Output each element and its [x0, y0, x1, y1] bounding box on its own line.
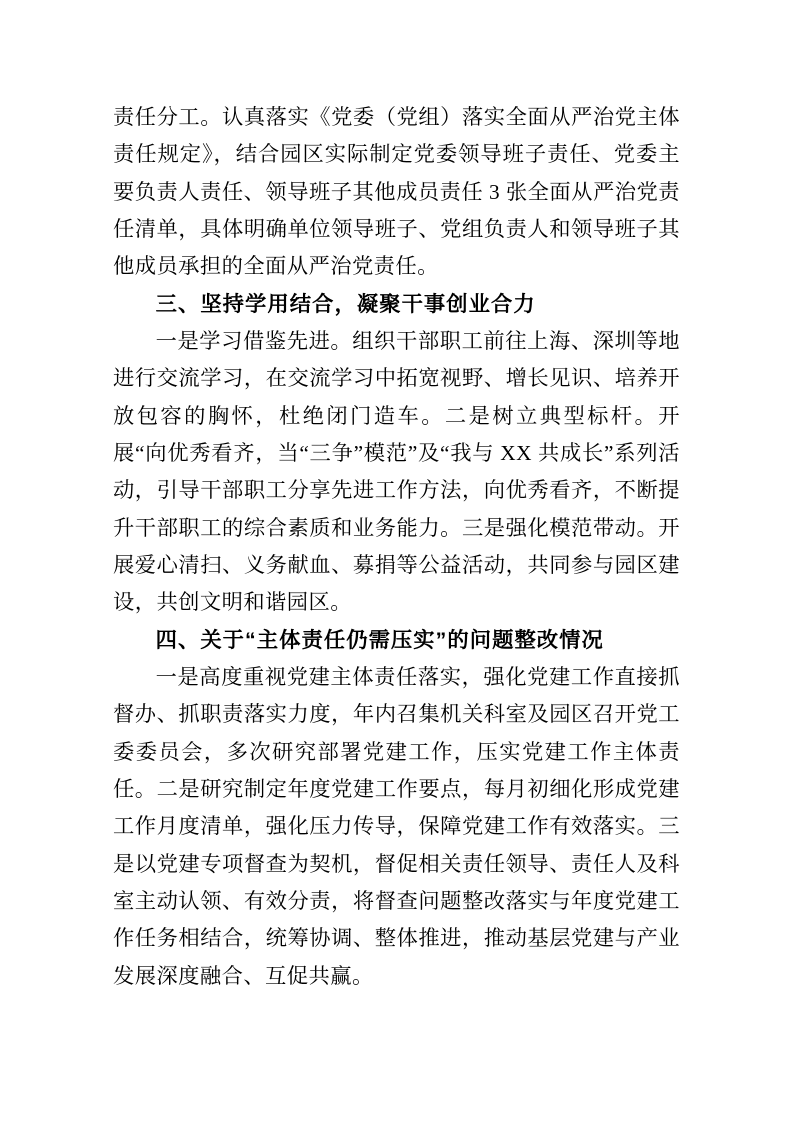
- paragraph-learning-and-models: 一是学习借鉴先进。组织干部职工前往上海、深圳等地进行交流学习，在交流学习中拓宽视野、增长见识、培养开放包容的胸怀，杜绝闭门造车。二是树立典型标杆。开展“向优秀看齐，当“三争”模范”及“我与 XX 共成长”系列活动，引导干部职工分享先进工作方法，向优秀看齐，不断提升干部职工的综合素质和业务能力。三是强化模范带动。开展爱心清扫、义务献血、募捐等公益活动，共同参与园区建设，共创文明和谐园区。: [113, 328, 680, 615]
- section-heading-three: 三、坚持学用结合，凝聚干事创业合力: [155, 291, 536, 316]
- paragraph-responsibility-list: 责任分工。认真落实《党委（党组）落实全面从严治党主体责任规定》，结合园区实际制定党委领导班子责任、党委主要负责人责任、领导班子其他成员责任 3 张全面从严治党责任清单，具体明确单位领导班子、党组负责人和领导班子其他成员承担的全面从严治党责任。: [113, 105, 680, 279]
- paragraph-party-building-rectification: 一是高度重视党建主体责任落实，强化党建工作直接抓督办、抓职责落实力度，年内召集机关科室及园区召开党工委委员会，多次研究部署党建工作，压实党建工作主体责任。二是研究制定年度党建工作要点，每月初细化形成党建工作月度清单，强化压力传导，保障党建工作有效落实。三是以党建专项督查为契机，督促相关责任领导、责任人及科室主动认领、有效分责，将督查问题整改落实与年度党建工作任务相结合，统筹协调、整体推进，推动基层党建与产业发展深度融合、互促共赢。: [113, 664, 680, 988]
- section-heading-four: 四、关于“主体责任仍需压实”的问题整改情况: [155, 627, 604, 652]
